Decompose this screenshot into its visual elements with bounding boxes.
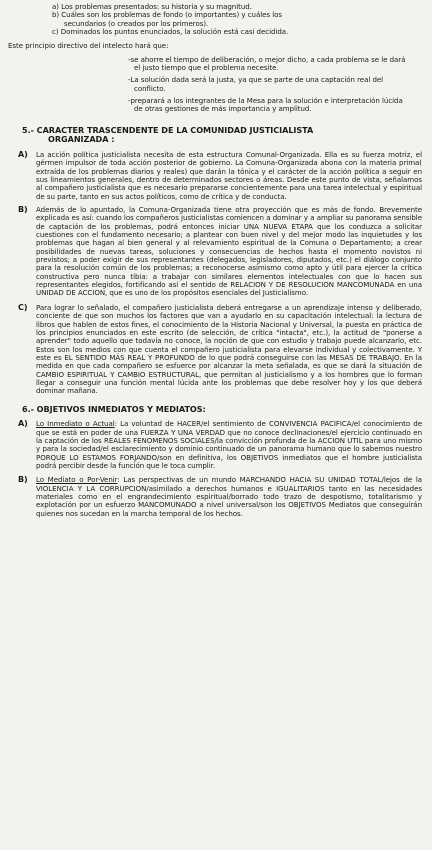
paragraph-marker: C) [18,302,28,312]
section-6-paragraph-a [8,420,426,470]
list-item-b: b) Cuáles son los problemas de fondo (o importantes) y cuáles los [52,10,283,20]
paragraph-text: La acción política justicialista necesita de esta estructura Comunal-Organizada. Ella es su fuerza motriz, el gérmen impulsor de toda acción posterior de gobierno. La Comuna-Organizada abona con la materia prima( extraída de los problemas diarios y reales) que darán la tónica y el carácter de la acción política a seguir en sus lineamientos generales, dentro de determinados sectores o áreas. Desde este punto de vista, señalamos al compañero justicialista que es necesario prepararse concientemente para una tarea intelectual y espiritual de su parte, tanto en sus actos políticos, como de crítica y de conducta. [36,149,422,201]
bullet-list [8,56,426,114]
bullet-item: -preparará a los integrantes de la Mesa para la solución e interpretación lúcida de otras gestiones de más importancia y amplitud. [128,96,403,114]
paragraph-body: : La voluntad de HACER/el sentimiento de CONVIVENCIA PACIFICA/el conocimiento de que se está en poder de una FUERZA Y UNA VERDAD que no conoce declinaciones/el ejercicio continuado en la captación de los REALES FENOMENOS SOCIALES/la convicción profunda de la ACCION UTIL para uno mismo y para la sociedad/el esclarecimiento y dominio continuado de un panorama humano que lo sabemos nuestro PORQUE LO ESTAMOS FORJANDO/son en definitiva, los OBJETIVOS inmediatos que el hombre justicialista podrá percibir desde la función que le toca cumplir. [36,419,422,470]
problem-list [8,3,426,36]
paragraph-body: : Las perspectivas de un mundo MARCHANDO HACIA SU UNIDAD TOTAL/lejos de la VIOLENCIA Y LA CORRUPCION/asimilado a derechos humanos e IGUALITARIOS tanto en las necesidades materiales como en el engrandecimiento espiritual/borrado todo trazo de despotismo, totalitarismo y explotación por un esfuerzo MANCOMUNADO a nivel universal/son los OBJETIVOS Mediatos que conseguirán quienes nos sucedan en la marcha temporal de los hechos. [36,475,423,518]
section-5-paragraph-b [8,206,426,298]
section-5-heading [8,126,426,145]
paragraph-text [36,476,422,518]
paragraph-marker: B) [18,205,28,215]
bullet-item: -La solución dada será la justa, ya que se parte de una captación real del conflicto. [128,75,384,93]
list-item-c: c) Dominados los puntos enunciados, la solución está casi decidida. [52,27,289,37]
paragraph-marker: B) [18,475,28,485]
paragraph-marker: A) [18,149,28,159]
section-6-paragraph-b [8,476,426,518]
list-item-a: a) Los problemas presentados: su historia y su magnitud. [52,2,252,11]
section-5-heading-line2: ORGANIZADA : [48,134,115,145]
paragraph-text [36,420,422,470]
bullet-item: -se ahorre el tiempo de deliberación, o mejor dicho, a cada problema se le dará el justo tiempo que el problema necesite. [128,54,406,73]
section-6-heading [8,405,426,415]
paragraph-label: Lo Inmediato o Actual [36,419,115,429]
paragraph-label: Lo Mediato o Por-Venir [36,475,118,485]
paragraph-marker: A) [18,419,28,429]
section-5-paragraph-a [8,151,426,201]
paragraph-text: Además de lo apuntado, la Comuna-Organizada tiene otra proyección que es más de fondo. Brevemente explicada es así: cuando los compañeros justicialistas comiencen a dominar y a ampliar su panorama sensible de captación de los problemas, podrá entonces iniciar UNA NUEVA ETAPA que los conduzca a solicitar cuestiones con el fundamento necesario; a plantear con buen nivel y del mejor modo las inquietudes y los problemas que hagan al bien general y al relevamiento espiritual de la Comuna o Departamento; a crear posibilidades de nuevas tareas, soluciones y consecuencias de hechos hasta el momento novistos ni previstos; a poder exigir de sus representantes (delegados, legisladores, diputados, etc.) el diálogo conjunto para la resolución común de los problemas; a reconocerse asímismo como apto y útil para ejercer la crítica constructiva pero nunca tibia: a trabajar con similares elementos intelectuales con que lo hacen sus representantes elegidos, fortificando así el sentido de RELACION Y DE RESOLUCION MANCOMUNADA en una UNIDAD DE ACCION, que es uno de los propósitos esenciales del Justicialismo. [36,205,422,298]
list-item-b-continued: secundarios (o creados por los primeros). [64,18,209,28]
paragraph-text: Para lograr lo señalado, el compañero justicialista deberá entregarse a un aprendizaje intenso y deliberado, conciente de que son muchos los factores que van a ayudarlo en su capacitación intelectual: la lectura de libros que hablen de estos fines, el conocimiento de la Historia Nacional y Universal, la puesta en práctica de los principios enunciados en este escrito (de selección, de crítica "intacta", etc.), la actitud de "ponerse a aprender" todo aquello que todavía no conoce, la noción de que con estudio y trabajo puede alcanzarlo, etc. Estos son los medios con que cuenta el compañero justicialista para elevarse individual y colectivamente. Y este es EL SENTIDO MÁS REAL Y PROFUNDO de lo que podrá conseguirse con las MESAS DE TRABAJO. En la medida en que cada compañero se esfuerce por alcanzar la meta señalada, es que se dará la situación de CAMBIO ESPIRITUAL Y CAMBIO ESTRUCTURAL, que permitan al justicialismo y a los hombres que lo forman llegar a conseguir una función mental lúcida ante los problemas que debe resolver hoy y los que deberá dominar mañana. [36,302,422,396]
intro-sentence: Este principio directivo del intelecto hará que: [8,41,169,51]
section-6-heading-text: 6.- OBJETIVOS INMEDIATOS Y MEDIATOS: [22,403,206,414]
section-5-heading-line1: 5.- CARACTER TRASCENDENTE DE LA COMUNIDAD JUSTICIALISTA [22,124,314,135]
section-5-paragraph-c [8,304,426,396]
